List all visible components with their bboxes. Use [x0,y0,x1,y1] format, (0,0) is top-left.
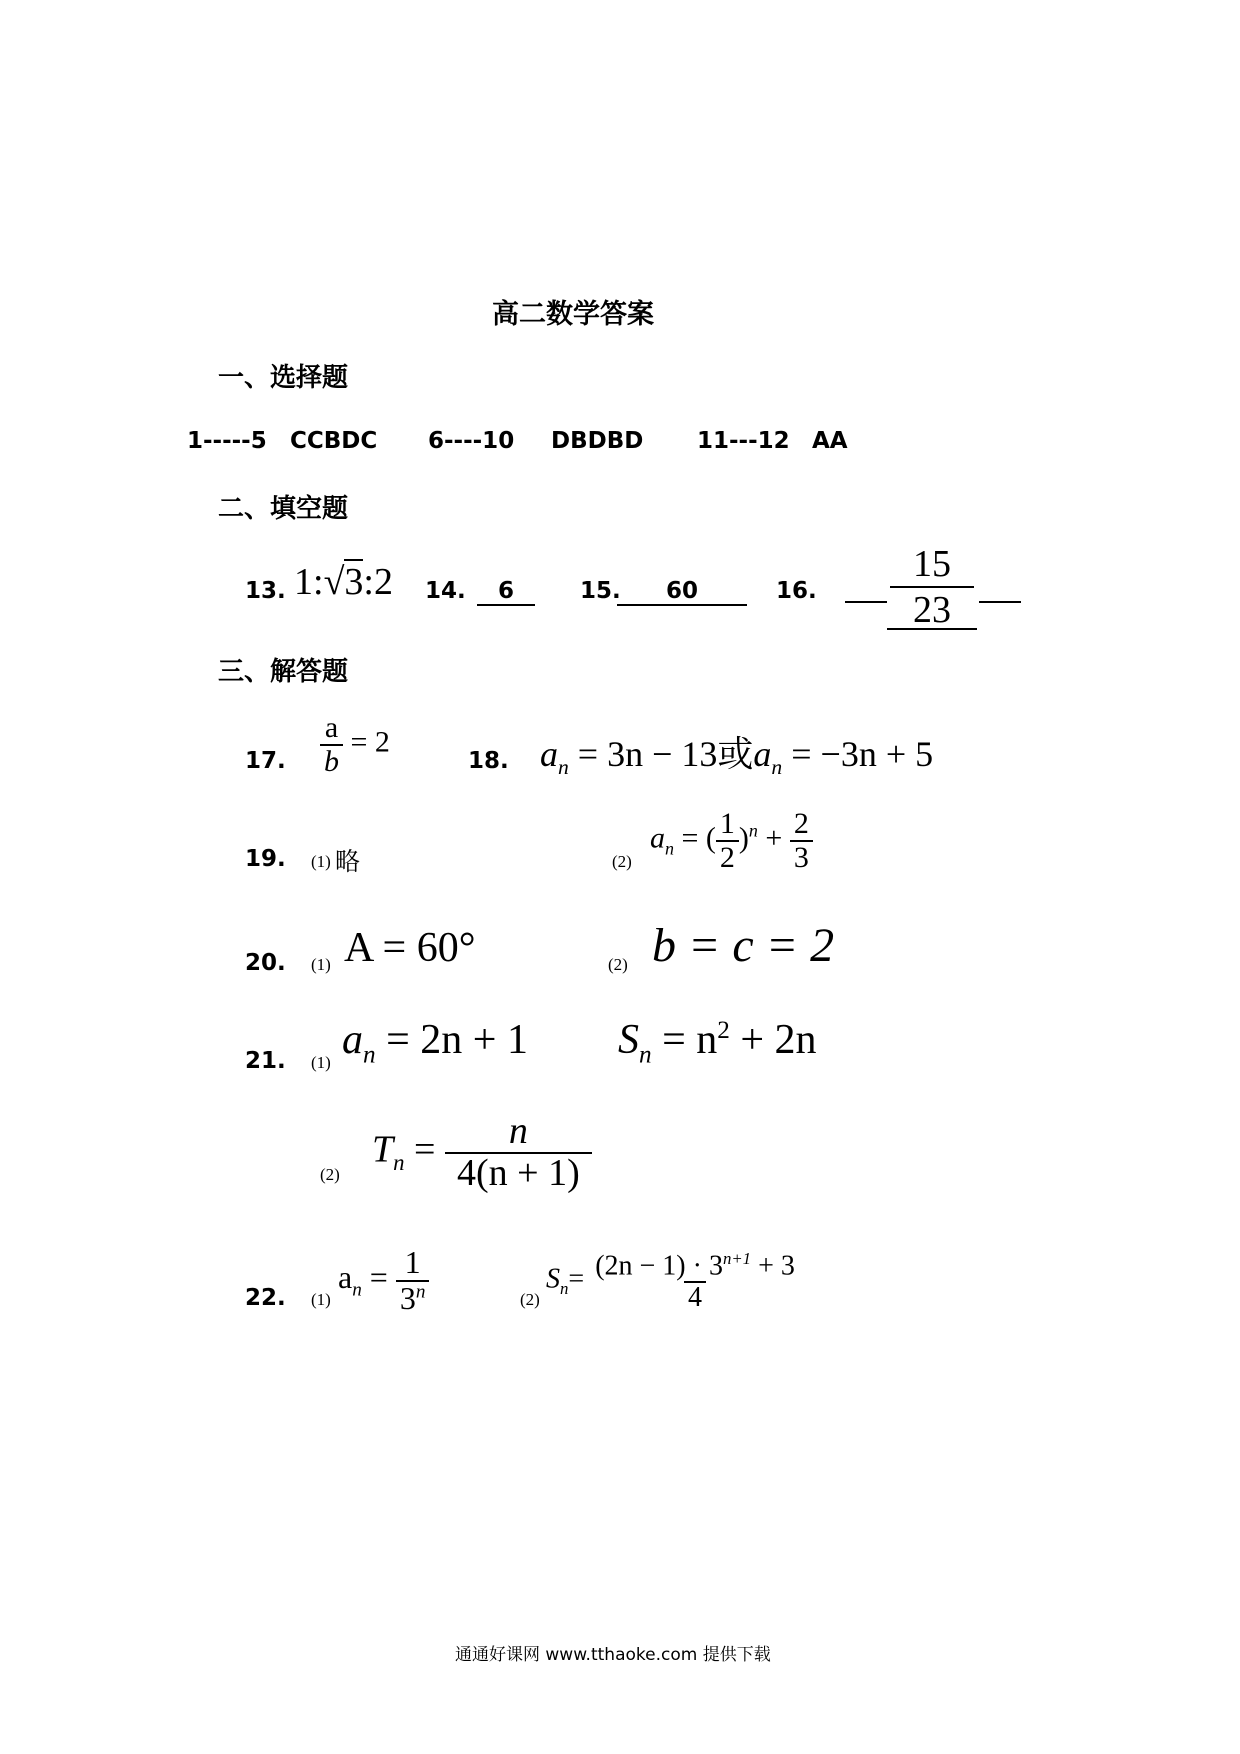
choice-answers-3: AA [812,428,848,454]
q17-rhs: = 2 [350,725,390,759]
q22-s-num-rest: + 3 [751,1250,795,1282]
q20-part1: A = 60° [344,925,476,971]
choice-answers-1: CCBDC [290,428,378,454]
q22-part2 [546,1250,799,1312]
q22-den-pow: n [415,1280,426,1302]
q22-s-sub: n [560,1279,569,1299]
q18-answer [540,726,933,780]
sqrt-sign: √ [323,561,345,603]
q19-pow: n [748,820,758,841]
q21-part1-tag: (1) [311,1053,331,1072]
q22-part1 [338,1246,429,1315]
q20-part2: b = c = 2 [652,919,835,972]
section-heading-solve: 三、解答题 [218,657,349,687]
q15-answer: 60 [617,578,747,606]
page-title: 高二数学答案 [492,299,654,330]
q19-frac-den: 3 [790,840,813,874]
q22-eq: = [369,1258,388,1295]
q19-plus: + [757,821,790,855]
q21-t-den: 4(n + 1) [445,1152,592,1194]
q17-label: 17. [245,748,286,774]
choice-range-1: 1-----5 [187,428,267,454]
q17-numerator: a [324,711,339,744]
q19-part1-tag: (1) [311,852,331,871]
q21-part2-tag: (2) [320,1165,340,1184]
q18-expr-2: = −3n + 5 [782,734,934,774]
q19-part2: $a_n$ = ( $\frac{1}{2}$ )$^n$ + $\frac{2}{3}$ [650,808,813,873]
q16-numerator: 15 [913,543,951,585]
q22-part1-tag: (1) [311,1290,331,1309]
q19-label: 19. [245,846,286,872]
q20-label: 20. [245,950,286,976]
q18-var-1: a [540,734,558,774]
q22-s-num-pow: n+1 [722,1249,752,1268]
q22-sub: n [352,1279,362,1301]
q21-sub: n [363,1041,376,1069]
q21-sum [618,1016,817,1069]
q22-den-base: 3 [399,1279,416,1316]
q16-denominator: 23 [890,586,974,632]
q19-half-num: 1 [719,807,735,840]
q21-s-var: S [618,1017,639,1063]
q21-s-rest: + 2n [729,1017,817,1063]
q13-part-b: :2 [363,561,393,603]
q21-expr1: = 2n + 1 [375,1017,528,1063]
q13-root: 3 [344,561,364,603]
q18-var-2: a [753,734,772,774]
q21-t-eq: = [414,1128,436,1171]
q20-part2-tag: (2) [608,955,628,974]
q22-s-den: 4 [684,1281,706,1312]
q19-part1: 略 [335,847,361,876]
q18-label: 18. [468,748,509,774]
q21-label: 21. [245,1048,286,1074]
q13-answer [294,560,393,604]
q22-label: 22. [245,1285,286,1311]
section-heading-fill: 二、填空题 [218,494,349,524]
footer-text: 通通好课网 www.tthaoke.com 提供下载 [455,1645,771,1665]
q21-t-var: T [372,1128,394,1171]
q19-eq: = ( [674,821,716,855]
q16-label: 16. [776,578,817,604]
q14-answer: 6 [477,578,535,606]
q21-t-num: n [508,1110,528,1152]
q16-fraction [890,542,974,632]
q18-expr-1: = 3n − 13 [568,734,718,774]
q21-s-pow: 2 [717,1017,730,1044]
q14-label: 14. [425,578,466,604]
q21-part2 [372,1112,592,1194]
choice-range-3: 11---12 [697,428,790,454]
q20-part1-tag: (1) [311,955,331,974]
q19-half-den: 2 [716,840,739,874]
q17-answer [320,712,390,777]
q17-denominator: b [320,744,343,778]
q21-t-sub: n [393,1150,405,1176]
q19-part2-tag: (2) [612,852,632,871]
q18-or: 或 [717,734,754,774]
q21-s-sub: n [639,1041,652,1069]
q22-var: a [338,1258,353,1295]
q22-num: 1 [404,1244,421,1280]
q21-part1 [342,1016,528,1069]
q15-label: 15. [580,578,621,604]
q19-sub: n [665,838,674,859]
q22-s-var: S [546,1263,560,1295]
q16-blank-right [979,601,1021,603]
q13-label: 13. [245,578,286,604]
q18-sub-1: n [558,755,569,780]
q19-var: a [650,821,665,855]
q18-sub-2: n [771,755,783,780]
q16-underline [887,628,977,630]
q13-part-a: 1: [294,561,324,603]
q19-frac-num: 2 [793,807,809,840]
choice-range-2: 6----10 [428,428,515,454]
choice-answers-2: DBDBD [551,428,644,454]
q22-s-num: (2n − 1) · 3 [595,1250,723,1282]
q21-var: a [342,1017,363,1063]
q16-blank-left [845,601,887,603]
q22-part2-tag: (2) [520,1290,540,1309]
q21-s-eq: = n [651,1017,718,1063]
section-heading-choice: 一、选择题 [218,363,349,393]
q22-s-eq: = [568,1263,585,1295]
